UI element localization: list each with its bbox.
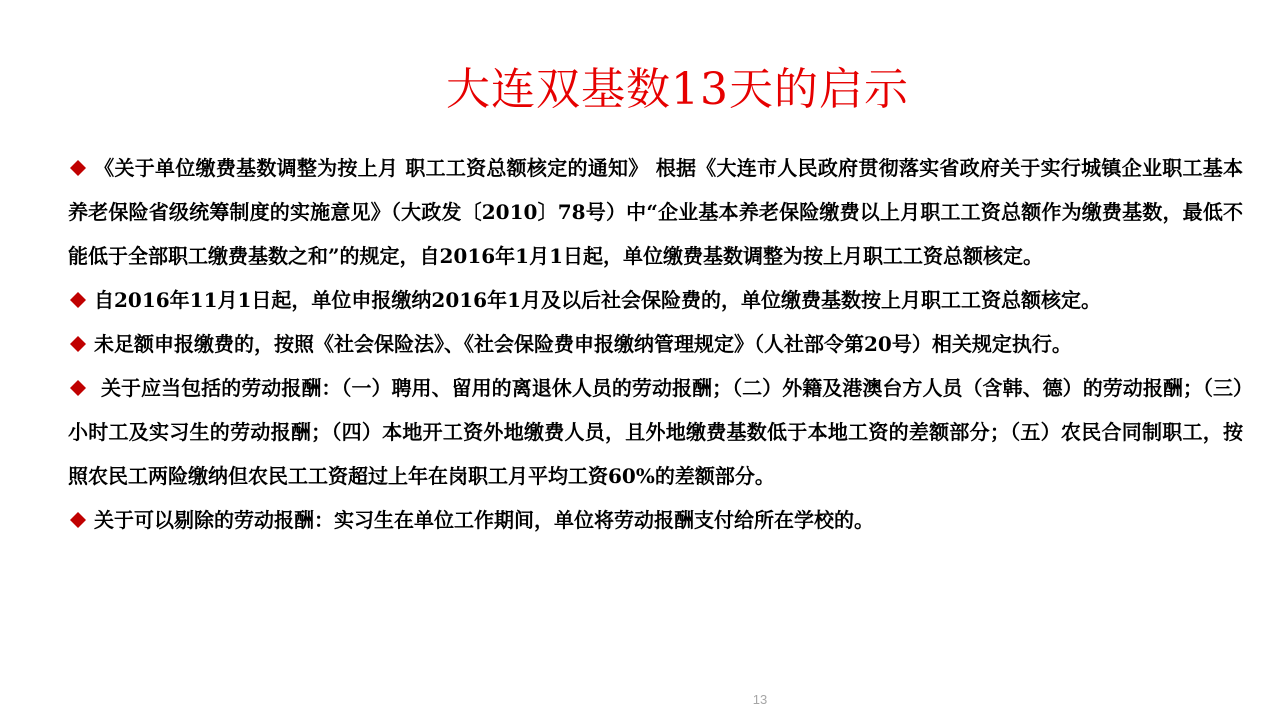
page-number: 13 [752,692,768,707]
slide-body [68,146,1243,542]
diamond-bullet-icon [70,380,86,396]
slide-title: 大连双基数13天的启示 [446,64,909,115]
paragraph-text: 《关于单位缴费基数调整为按上月 职工工资总额核定的通知》 根据《大连市人民政府贯彻落实省政府关于实行城镇企业职工基本养老保险省级统筹制度的实施意见》（大政发〔2010〕78号）中“企业基本养老保险缴费以上月职工工资总额作为缴费基数，最低不能低于全部职工缴费基数之和”的规定，自2016年1月1日起，单位缴费基数调整为按上月职工工资总额核定。 [68,156,1243,268]
paragraph-text: 未足额申报缴费的，按照《社会保险法》、《社会保险费申报缴纳管理规定》（人社部令第20号）相关规定执行。 [94,332,1072,356]
bullet-paragraph [68,322,1243,366]
paragraph-text: 关于应当包括的劳动报酬：（一）聘用、留用的离退休人员的劳动报酬；（二）外籍及港澳台方人员（含韩、德）的劳动报酬；（三）小时工及实习生的劳动报酬；（四）本地开工资外地缴费人员，且外地缴费基数低于本地工资的差额部分；（五）农民合同制职工，按照农民工两险缴纳但农民工工资超过上年在岗职工月平均工资60%的差额部分。 [68,376,1243,488]
paragraph-text: 关于可以剔除的劳动报酬：实习生在单位工作期间，单位将劳动报酬支付给所在学校的。 [94,508,874,532]
bullet-paragraph [68,498,1243,542]
bullet-paragraph [68,366,1243,498]
diamond-bullet-icon [70,160,86,176]
bullet-paragraph [68,146,1243,278]
diamond-bullet-icon [70,512,86,528]
diamond-bullet-icon [70,336,86,352]
bullet-paragraph [68,278,1243,322]
diamond-bullet-icon [70,292,86,308]
paragraph-text: 自2016年11月1日起，单位申报缴纳2016年1月及以后社会保险费的，单位缴费基数按上月职工工资总额核定。 [94,288,1101,312]
